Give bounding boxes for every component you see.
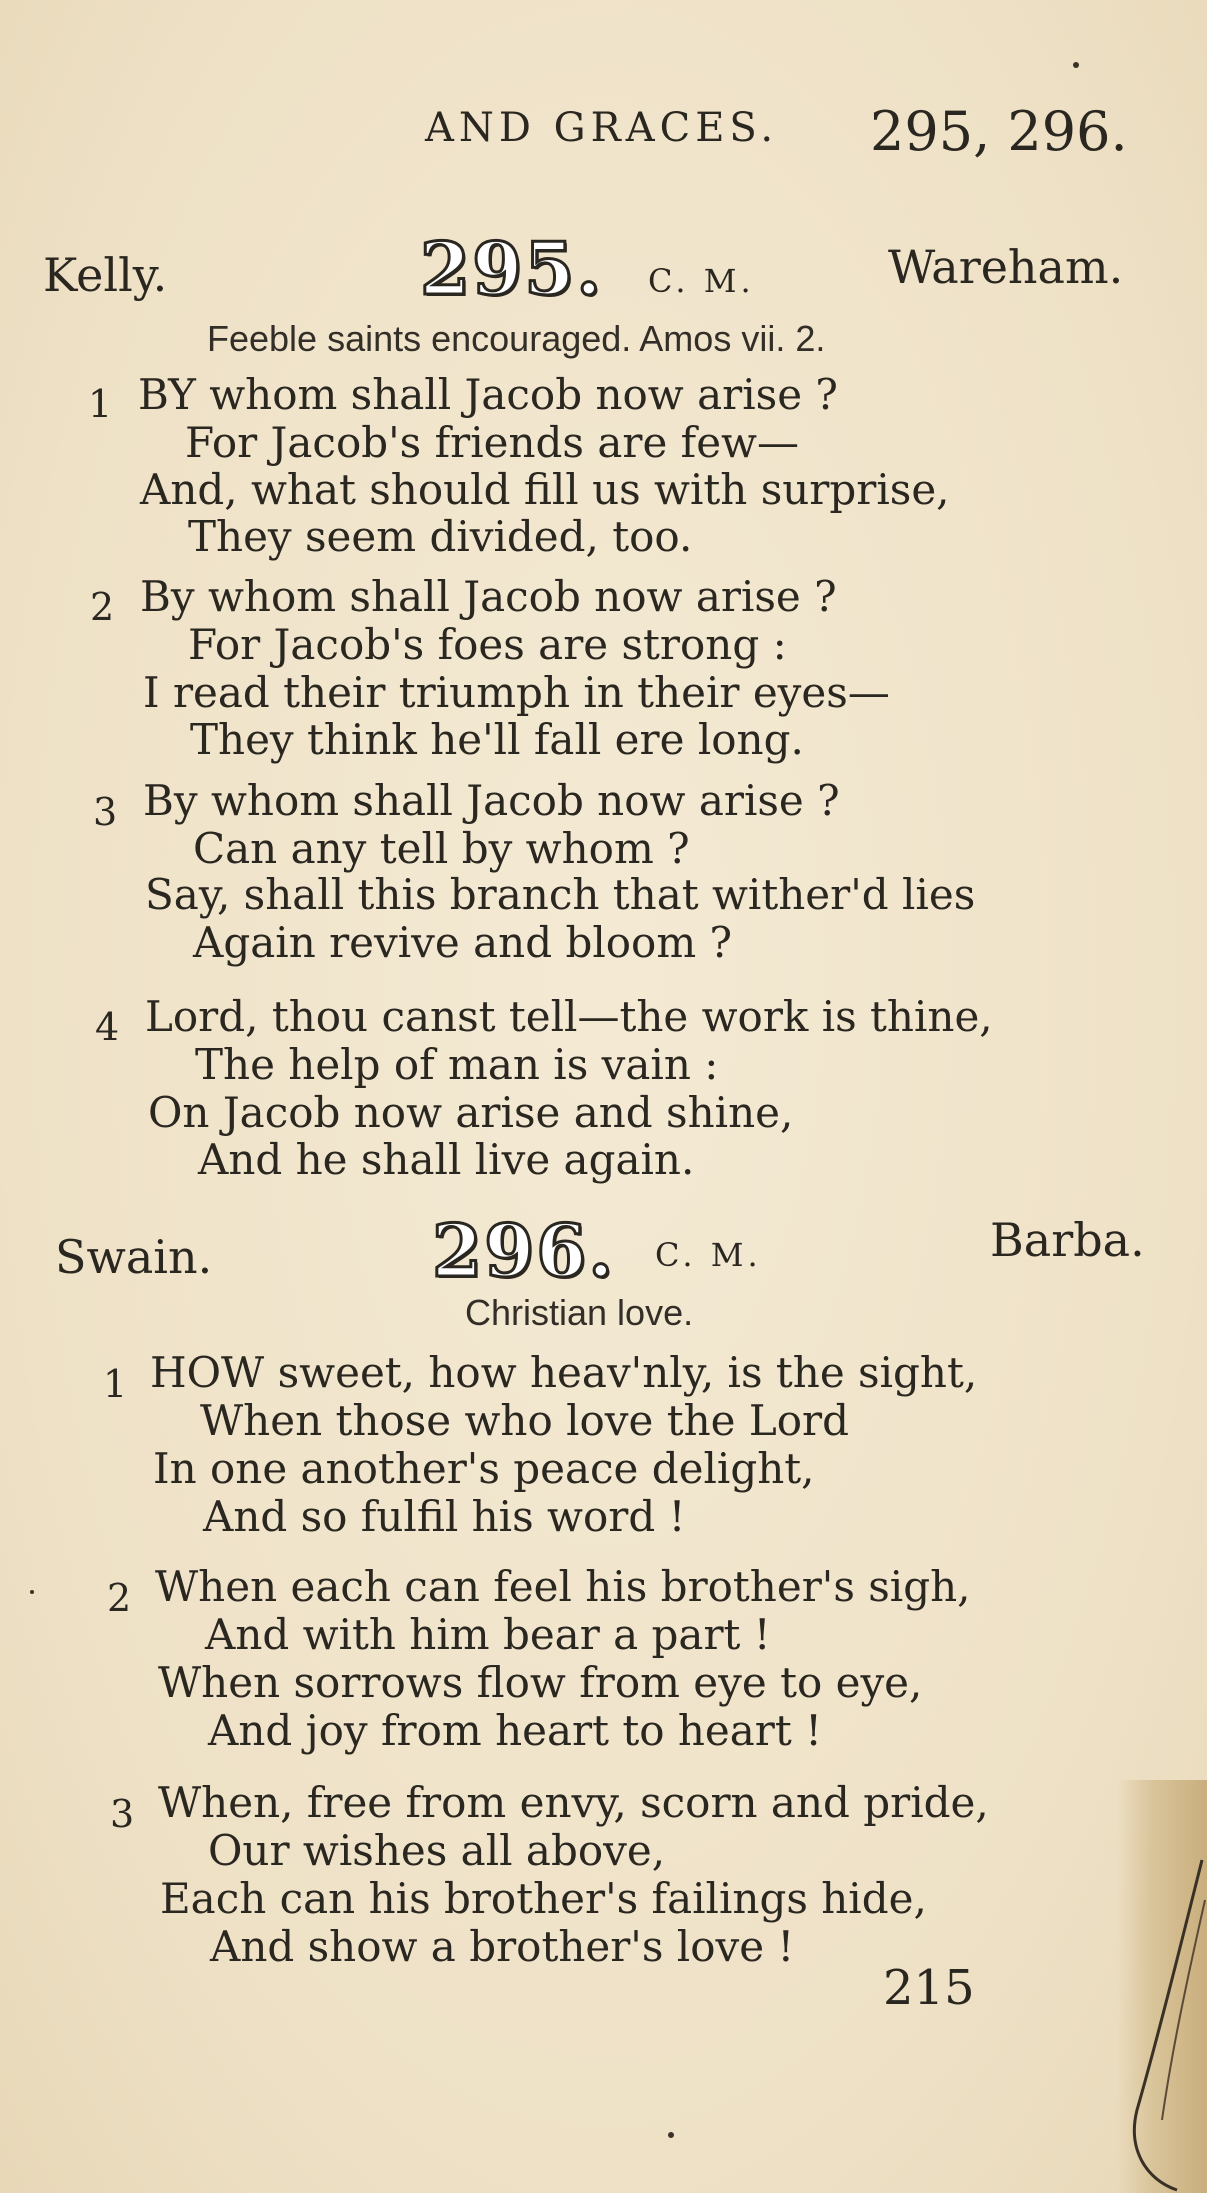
hymn-295-subtitle: Feeble saints encouraged. Amos vii. 2. [207,318,826,359]
page-curl-icon [1117,1780,1207,2193]
ink-speck [668,2132,674,2138]
verse-line: And joy from heart to heart ! [208,1706,822,1755]
verse-number: 3 [93,790,118,834]
verse-line: When, free from envy, scorn and pride, [158,1778,989,1827]
verse-number: 2 [107,1576,132,1620]
verse-line: When sorrows flow from eye to eye, [158,1658,923,1707]
page-number: 215 [883,1960,975,2016]
verse-line: Each can his brother's failings hide, [160,1874,927,1923]
verse-line: HOW sweet, how heav'nly, is the sight, [150,1348,978,1397]
verse-line: They think he'll fall ere long. [190,715,804,764]
page-range: 295, 296. [870,100,1128,163]
hymn-295-number: 295. [420,226,604,311]
verse-line: On Jacob now arise and shine, [148,1088,794,1137]
hymn-295-tune-right: Wareham. [888,240,1124,294]
verse-line: When those who love the Lord [200,1396,850,1445]
verse-line: For Jacob's foes are strong : [188,620,787,669]
hymn-296-meter: C. M. [655,1236,762,1274]
hymn-296-subtitle: Christian love. [465,1292,694,1333]
ink-speck [1073,62,1079,68]
verse-line: I read their triumph in their eyes— [143,668,890,717]
hymn-295-meter: C. M. [648,262,755,300]
hymn-296-tune-left: Swain. [55,1230,213,1284]
verse-line: Our wishes all above, [208,1826,666,1875]
page-curl-shadow [1117,1780,1207,2193]
verse-line: Again revive and bloom ? [193,918,733,967]
verse-line: For Jacob's friends are few— [185,418,800,467]
verse-number: 2 [90,585,115,629]
verse-line: And so fulfil his word ! [203,1492,686,1541]
running-head: AND GRACES. [425,105,779,151]
verse-line: And, what should fill us with surprise, [140,465,950,514]
verse-number: 4 [95,1005,120,1049]
hymn-295-tune-left: Kelly. [43,248,168,302]
verse-line: BY whom shall Jacob now arise ? [138,370,838,419]
verse-line: By whom shall Jacob now arise ? [140,572,837,621]
verse-line: The help of man is vain : [195,1040,719,1089]
verse-line: They seem divided, too. [188,512,693,561]
verse-line: And show a brother's love ! [210,1922,795,1971]
ink-speck [30,1590,34,1594]
verse-number: 1 [88,382,113,426]
verse-line: And he shall live again. [198,1135,695,1184]
verse-line: Say, shall this branch that wither'd lies [145,870,976,919]
verse-number: 3 [110,1792,135,1836]
verse-line: Can any tell by whom ? [193,824,690,873]
verse-line: In one another's peace delight, [153,1444,815,1493]
verse-line: By whom shall Jacob now arise ? [143,776,840,825]
hymn-296-number: 296. [432,1208,616,1293]
verse-number: 1 [103,1362,128,1406]
verse-line: Lord, thou canst tell—the work is thine, [145,992,993,1041]
verse-line: And with him bear a part ! [205,1610,771,1659]
verse-line: When each can feel his brother's sigh, [155,1562,971,1611]
hymn-296-tune-right: Barba. [990,1213,1145,1267]
